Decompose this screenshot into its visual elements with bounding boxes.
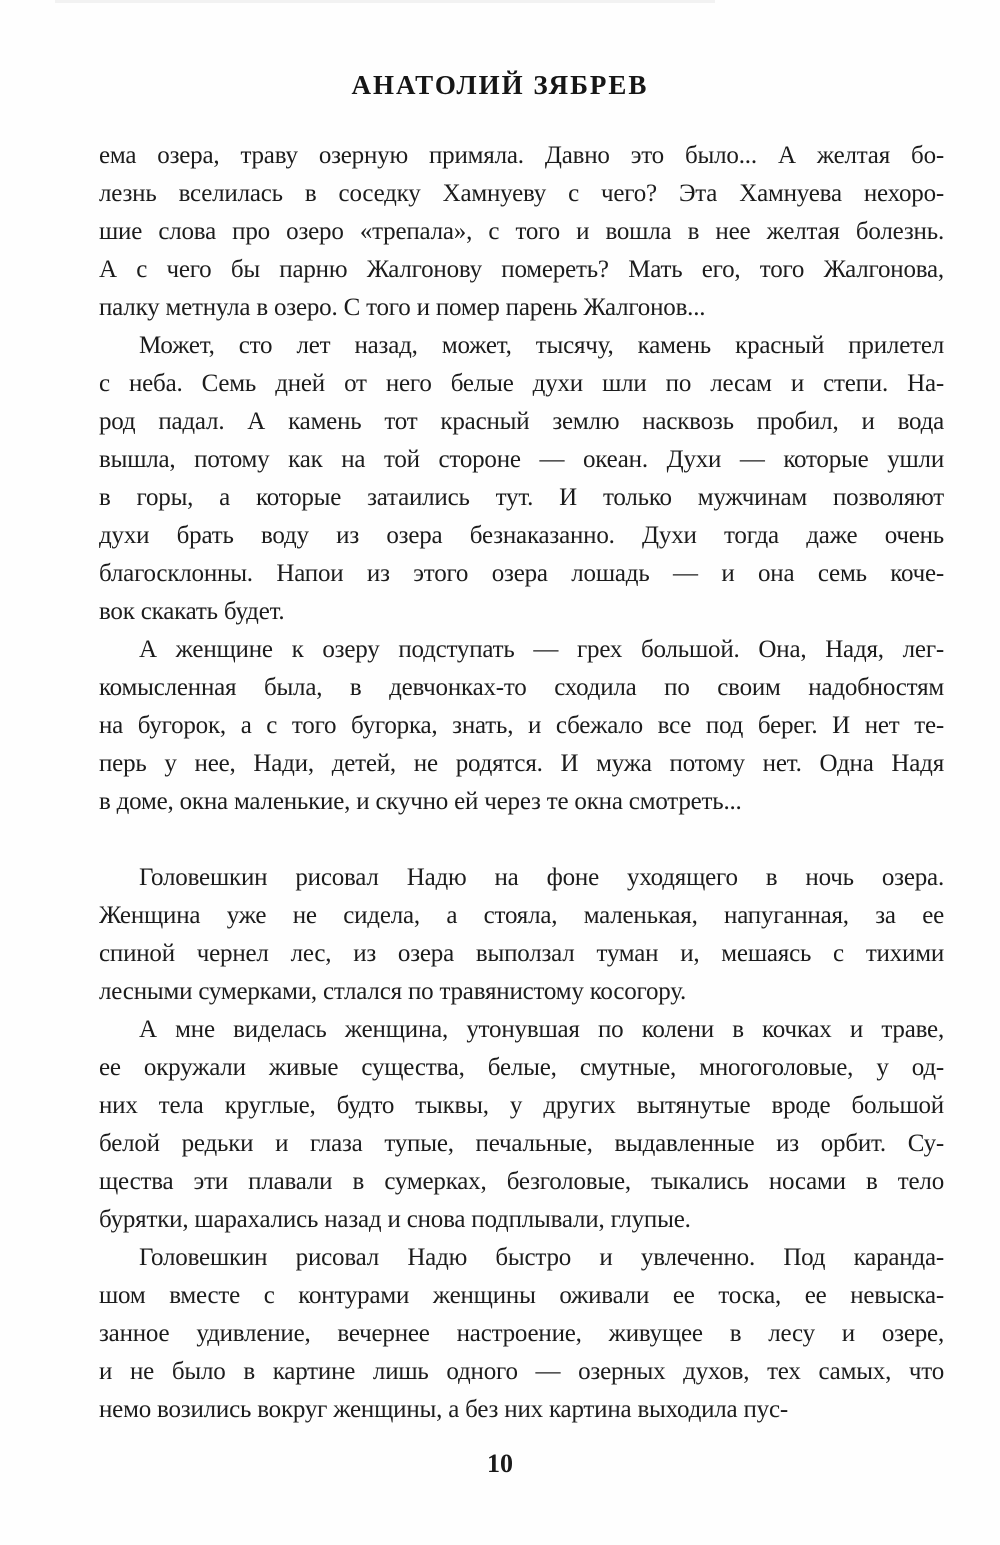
text-line: Женщина уже не сидела, а стояла, маленькая, напуганная, за ее	[99, 902, 944, 929]
text-block	[99, 137, 944, 1429]
text-line: духи брать воду из озера безнаказанно. Духи тогда даже очень	[99, 522, 944, 549]
running-header-author: АНАТОЛИЙ ЗЯБРЕВ	[351, 70, 649, 100]
text-line: Может, сто лет назад, может, тысячу, камень красный прилетел	[139, 332, 944, 359]
paragraph	[99, 859, 944, 1011]
text-line: на бугорок, а с того бугорка, знать, и сбежало все под берег. И нет те-	[99, 712, 944, 739]
text-line: вок скакать будет.	[99, 598, 285, 625]
text-line: шом вместе с контурами женщины оживали ее тоска, ее невыска-	[99, 1282, 944, 1309]
text-line: них тела круглые, будто тыквы, у других вытянутые вроде большой	[99, 1092, 944, 1119]
text-line: комысленная была, в девчонках-то сходила по своим надобностям	[99, 674, 944, 701]
text-line: спиной чернел лес, из озера выползал туман и, мешаясь с тихими	[99, 940, 944, 967]
paragraph	[99, 1239, 944, 1429]
text-line: А мне виделась женщина, утонувшая по колени в кочках и траве,	[139, 1016, 944, 1043]
text-line: в горы, а которые затаились тут. И только мужчинам позволяют	[99, 484, 944, 511]
text-line: бурятки, шарахались назад и снова подплывали, глупые.	[99, 1206, 691, 1233]
scan-edge-artifact	[55, 0, 715, 3]
text-line: с неба. Семь дней от него белые духи шли по лесам и степи. На-	[99, 370, 944, 397]
paragraph	[99, 327, 944, 631]
text-line: в доме, окна маленькие, и скучно ей через те окна смотреть...	[99, 788, 742, 815]
text-line: перь у нее, Нади, детей, не родятся. И мужа потому нет. Одна Надя	[99, 750, 944, 777]
text-line: благосклонны. Напои из этого озера лошадь — и она семь коче-	[99, 560, 944, 587]
text-line: А с чего бы парню Жалгонову помереть? Мать его, того Жалгонова,	[99, 256, 944, 283]
text-line: Головешкин рисовал Надю быстро и увлеченно. Под каранда-	[139, 1244, 944, 1271]
text-line: щества эти плавали в сумерках, безголовые, тыкались носами в тело	[99, 1168, 944, 1195]
text-line: немо возились вокруг женщины, а без них картина выходила пус-	[99, 1396, 788, 1423]
text-line: палку метнула в озеро. С того и помер парень Жалгонов...	[99, 294, 706, 321]
text-line: белой редьки и глаза тупые, печальные, выдавленные из орбит. Су-	[99, 1130, 944, 1157]
paragraph	[99, 137, 944, 327]
text-line: А женщине к озеру подступать — грех большой. Она, Надя, лег-	[139, 636, 944, 663]
text-line: ее окружали живые существа, белые, смутные, многоголовые, у од-	[99, 1054, 944, 1081]
text-line: занное удивление, вечернее настроение, живущее в лесу и озере,	[99, 1320, 944, 1347]
text-line: и не было в картине лишь одного — озерных духов, тех самых, что	[99, 1358, 944, 1385]
text-line: вышла, потому как на той стороне — океан. Духи — которые ушли	[99, 446, 944, 473]
text-line: шие слова про озеро «трепала», с того и вошла в нее желтая болезнь.	[99, 218, 944, 245]
text-line: ема озера, траву озерную примяла. Давно это было... А желтая бо-	[99, 142, 944, 169]
text-line: род падал. А камень тот красный землю насквозь пробил, и вода	[99, 408, 944, 435]
paragraph	[99, 631, 944, 821]
text-line: лесными сумерками, стлался по травянистому косогору.	[99, 978, 687, 1005]
paragraph	[99, 1011, 944, 1239]
page-number: 10	[487, 1449, 513, 1478]
text-line: Головешкин рисовал Надю на фоне уходящего в ночь озера.	[139, 864, 944, 891]
text-line: лезнь вселилась в соседку Хамнуеву с чего? Эта Хамнуева нехоро-	[99, 180, 944, 207]
